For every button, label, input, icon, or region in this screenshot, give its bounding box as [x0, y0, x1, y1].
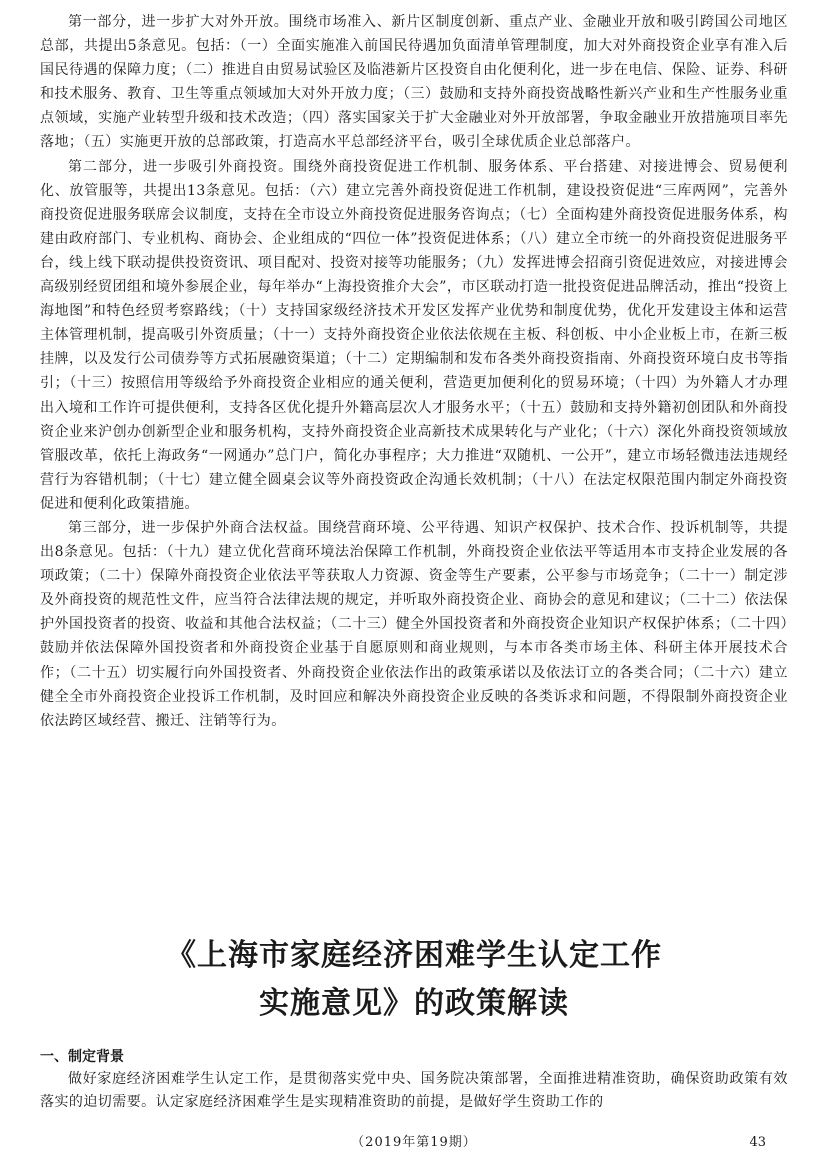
paragraph-part-one: 第一部分，进一步扩大对外开放。围绕市场准入、新片区制度创新、重点产业、金融业开放和吸引跨国公司地区总部，共提出5条意见。包括：（一）全面实施准入前国民待遇加负面清单管理制度，加大对外商投资企业享有准入后国民待遇的保障力度；（二）推进自由贸易试验区及临港新片区投资自由化便利化，进一步在电信、保险、证券、科研和技术服务、教育、卫生等重点领域加大对外开放力度；（三）鼓励和支持外商投资战略性新兴产业和生产性服务业重点领域，实施产业转型升级和技术改造；（四）落实国家关于扩大金融业对外开放部署，争取金融业开放措施项目率先落地；（五）实施更开放的总部政策，打造高水平总部经济平台，吸引全球优质企业总部落户。: [40, 14, 788, 151]
paragraph-part-three: 第三部分，进一步保护外商合法权益。围绕营商环境、公平待遇、知识产权保护、技术合作、投诉机制等，共提出8条意见。包括：（十九）建立优化营商环境法治保障工作机制，外商投资企业依法平等适用本市支持企业发展的各项政策；（二十）保障外商投资企业依法平等获取人力资源、资金等生产要素，公平参与市场竞争；（二十一）制定涉及外商投资的规范性文件，应当符合法律法规的规定，并听取外商投资企业、商协会的意见和建议；（二十二）依法保护外国投资者的投资、收益和其他合法权益；（二十三）健全外国投资者和外商投资企业知识产权保护体系；（二十四）鼓励并依法保障外国投资者和外商投资企业基于自愿原则和商业规则，与本市各类市场主体、科研主体开展技术合作；（二十五）切实履行向外国投资者、外商投资企业依法作出的政策承诺以及依法订立的各类合同；（二十六）建立健全全市外商投资企业投诉工作机制，及时回应和解决外商投资企业反映的各类诉求和问题，不得限制外商投资企业依法跨区域经营、搬迁、注销等行为。: [40, 519, 788, 729]
page-footer: [40, 1131, 788, 1155]
article-title-line-1: 《上海市家庭经济困难学生认定工作: [166, 938, 662, 973]
article-title: [40, 932, 788, 1028]
section-heading: 一、制定背景: [40, 1049, 124, 1065]
article-title-line-2: 实施意见》的政策解读: [259, 986, 569, 1021]
page-number: 43: [749, 1135, 766, 1150]
issue-label: （2019年第19期）: [351, 1135, 477, 1150]
section-paragraph: 做好家庭经济困难学生认定工作，是贯彻落实党中央、国务院决策部署，全面推进精准资助，确保资助政策有效落实的迫切需要。认定家庭经济困难学生是实现精准资助的前提，是做好学生资助工作的: [40, 1071, 788, 1110]
section-background: [40, 1046, 788, 1114]
article-body-continued: [40, 10, 788, 733]
paragraph-part-two: 第二部分，进一步吸引外商投资。围绕外商投资促进工作机制、服务体系、平台搭建、对接进博会、贸易便利化、放管服等，共提出13条意见。包括：（六）建立完善外商投资促进工作机制，建设投资促进“三库两网”，完善外商投资促进服务联席会议制度，支持在全市设立外商投资促进服务咨询点；（七）全面构建外商投资促进服务体系，构建由政府部门、专业机构、商协会、企业组成的“四位一体”投资促进体系；（八）建立全市统一的外商投资促进服务平台，线上线下联动提供投资资讯、项目配对、投资对接等功能服务；（九）发挥进博会招商引资促进效应，对接进博会高级别经贸团组和境外参展企业，每年举办“上海投资推介大会”，市区联动打造一批投资促进品牌活动，推出“投资上海地图”和特色经贸考察路线；（十）支持国家级经济技术开发区发挥产业优势和制度优势，优化开发建设主体和运营主体管理机制，提高吸引外资质量；（十一）支持外商投资企业依法依规在主板、科创板、中小企业板上市，在新三板挂牌，以及发行公司债券等方式拓展融资渠道；（十二）定期编制和发布各类外商投资指南、外商投资环境白皮书等指引；（十三）按照信用等级给予外商投资企业相应的通关便利，营造更加便利化的贸易环境；（十四）为外籍人才办理出入境和工作许可提供便利，支持各区优化提升外籍高层次人才服务水平；（十五）鼓励和支持外籍初创团队和外商投资企业来沪创办创新型企业和服务机构，支持外商投资企业高新技术成果转化与产业化；（十六）深化外商投资领域放管服改革，依托上海政务“一网通办”总门户，简化办事程序；大力推进“双随机、一公开”，建立市场轻微违法违规经营行为容错机制；（十七）建立健全圆桌会议等外商投资政企沟通长效机制；（十八）在法定权限范围内制定外商投资促进和便利化政策措施。: [40, 158, 788, 512]
